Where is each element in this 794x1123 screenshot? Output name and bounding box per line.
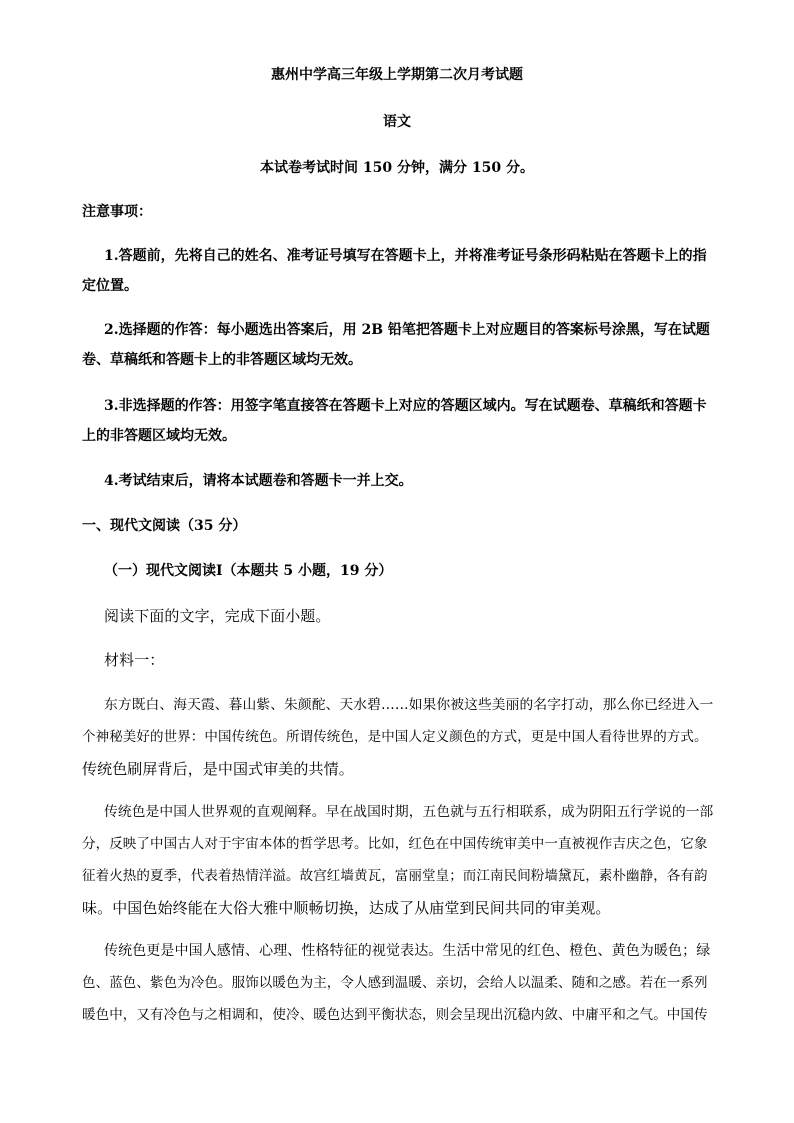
material-label: 材料一： <box>104 651 165 669</box>
passage-p2-line-4: 味。中国色始终能在大俗大雅中顺畅切换，达成了从庙堂到民间共同的审美观。 <box>82 899 611 917</box>
note-item-1-line-1: 1.答题前，先将自己的姓名、准考证号填写在答题卡上，并将准考证号条形码粘贴在答题卡上的指 <box>104 248 707 264</box>
subject-title: 语文 <box>383 114 411 130</box>
reading-instruction: 阅读下面的文字，完成下面小题。 <box>104 607 331 625</box>
passage-p3-line-1: 传统色更是中国人感情、心理、性格特征的视觉表达。生活中常见的红色、橙色、黄色为暖色；绿 <box>104 943 711 959</box>
section-heading: 一、现代文阅读（35 分） <box>82 518 247 534</box>
note-item-3-line-2: 上的非答题区域均无效。 <box>82 428 236 444</box>
passage-p2-line-2: 分，反映了中国古人对于宇宙本体的哲学思考。比如，红色在中国传统审美中一直被视作吉庆之色，它象 <box>82 836 708 852</box>
section-subheading: （一）现代文阅读Ⅰ（本题共 5 小题，19 分） <box>104 563 393 579</box>
note-item-2-line-2: 卷、草稿纸和答题卡上的非答题区域均无效。 <box>82 352 362 368</box>
notes-heading: 注意事项： <box>82 204 152 220</box>
passage-p1-line-3: 传统色刷屏背后，是中国式审美的共情。 <box>82 760 354 778</box>
passage-p2-line-3: 征着火热的夏季，代表着热情洋溢。故宫红墙黄瓦，富丽堂皇；而江南民间粉墙黛瓦，素朴幽静，各有韵 <box>82 868 708 884</box>
passage-p3-line-3: 暖色中，又有冷色与之相调和，使冷、暖色达到平衡状态，则会呈现出沉稳内敛、中庸平和之气。中国传 <box>82 1007 708 1023</box>
exam-info: 本试卷考试时间 150 分钟，满分 150 分。 <box>260 160 534 176</box>
passage-p1-line-2: 个神秘美好的世界：中国传统色。所谓传统色，是中国人定义颜色的方式，更是中国人看待世界的方式。 <box>82 729 708 745</box>
note-item-3-line-1: 3.非选择题的作答：用签字笔直接答在答题卡上对应的答题区域内。写在试题卷、草稿纸和答题卡 <box>104 398 707 414</box>
note-item-1-line-2: 定位置。 <box>82 278 138 294</box>
passage-p2-line-1: 传统色是中国人世界观的直观阐释。早在战国时期，五色就与五行相联系，成为阴阳五行学说的一部 <box>104 804 714 820</box>
note-item-4-line-1: 4.考试结束后，请将本试题卷和答题卡一并上交。 <box>104 473 413 489</box>
passage-p3-line-2: 色、蓝色、紫色为冷色。服饰以暖色为主，令人感到温暖、亲切，会给人以温柔、随和之感。若在一系列 <box>82 975 708 991</box>
passage-p1-line-1: 东方既白、海天霞、暮山紫、朱颜酡、天水碧……如果你被这些美丽的名字打动，那么你已经进入一 <box>104 697 714 713</box>
exam-title: 惠州中学高三年级上学期第二次月考试题 <box>271 67 523 83</box>
note-item-2-line-1: 2.选择题的作答：每小题选出答案后，用 2B 铅笔把答题卡上对应题目的答案标号涂黑，写在试题 <box>104 322 710 338</box>
